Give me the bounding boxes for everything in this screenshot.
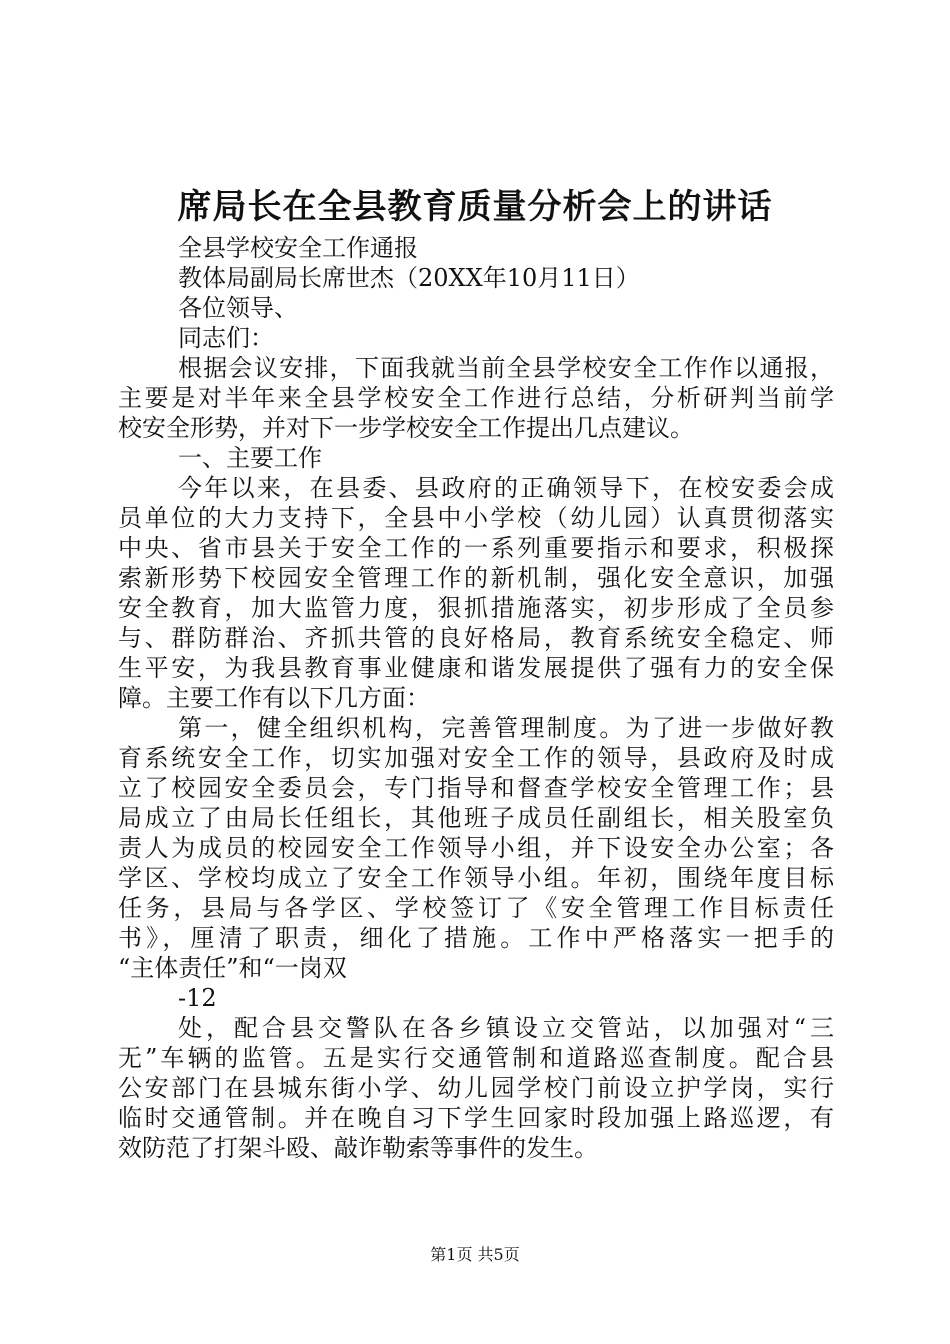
paragraph-line: 临时交通管制。并在晚自习下学生回家时段加强上路巡逻，有 <box>118 1104 834 1132</box>
page-fragment-number: -12 <box>178 984 217 1012</box>
paragraph-line: 任务，县局与各学区、学校签订了《安全管理工作目标责任 <box>118 894 834 922</box>
paragraph-line: 处，配合县交警队在各乡镇设立交管站，以加强对“三 <box>178 1014 834 1042</box>
paragraph-line: 公安部门在县城东街小学、幼儿园学校门前设立护学岗，实行 <box>118 1074 834 1102</box>
paragraph-line: 第一，健全组织机构，完善管理制度。为了进一步做好教 <box>178 714 834 742</box>
paragraph-line: 学区、学校均成立了安全工作领导小组。年初，围绕年度目标 <box>118 864 834 892</box>
document-title: 席局长在全县教育质量分析会上的讲话 <box>177 187 773 227</box>
paragraph-line: 根据会议安排，下面我就当前全县学校安全工作作以通报， <box>178 354 834 382</box>
paragraph-line: 与、群防群治、齐抓共管的良好格局，教育系统安全稳定、师 <box>118 624 834 652</box>
paragraph-line: 生平安，为我县教育事业健康和谐发展提供了强有力的安全保 <box>118 654 834 682</box>
paragraph-line: 员单位的大力支持下，全县中小学校（幼儿园）认真贯彻落实 <box>118 504 834 532</box>
paragraph-line: 中央、省市县关于安全工作的一系列重要指示和要求，积极探 <box>118 534 834 562</box>
paragraph-line: “主体责任”和“一岗双 <box>118 954 347 982</box>
salutation-line: 同志们： <box>178 324 274 352</box>
section-heading: 一、主要工作 <box>178 444 322 472</box>
document-body <box>118 233 834 1163</box>
paragraph-line: 障。主要工作有以下几方面： <box>118 684 430 712</box>
page-footer: 第1页 共5页 <box>430 1245 520 1264</box>
paragraph-line: 局成立了由局长任组长，其他班子成员任副组长，相关股室负 <box>118 804 834 832</box>
paragraph-line: 责人为成员的校园安全工作领导小组，并下设安全办公室；各 <box>118 834 834 862</box>
paragraph-line: 今年以来，在县委、县政府的正确领导下，在校安委会成 <box>178 474 834 502</box>
paragraph-line: 校安全形势，并对下一步学校安全工作提出几点建议。 <box>118 414 694 442</box>
subtitle-line: 全县学校安全工作通报 <box>178 234 418 262</box>
salutation-line: 各位领导、 <box>178 294 298 322</box>
author-line: 教体局副局长席世杰（20XX年10月11日） <box>178 264 640 292</box>
paragraph-line: 无”车辆的监管。五是实行交通管制和道路巡查制度。配合县 <box>118 1044 834 1072</box>
paragraph-line: 效防范了打架斗殴、敲诈勒索等事件的发生。 <box>118 1134 598 1162</box>
paragraph-line: 立了校园安全委员会，专门指导和督查学校安全管理工作；县 <box>118 774 834 802</box>
paragraph-line: 索新形势下校园安全管理工作的新机制，强化安全意识，加强 <box>118 564 834 592</box>
paragraph-line: 育系统安全工作，切实加强对安全工作的领导，县政府及时成 <box>118 744 834 772</box>
paragraph-line: 书》，厘清了职责，细化了措施。工作中严格落实一把手的 <box>118 924 834 952</box>
paragraph-line: 主要是对半年来全县学校安全工作进行总结，分析研判当前学 <box>118 384 834 412</box>
paragraph-line: 安全教育，加大监管力度，狠抓措施落实，初步形成了全员参 <box>118 594 834 622</box>
